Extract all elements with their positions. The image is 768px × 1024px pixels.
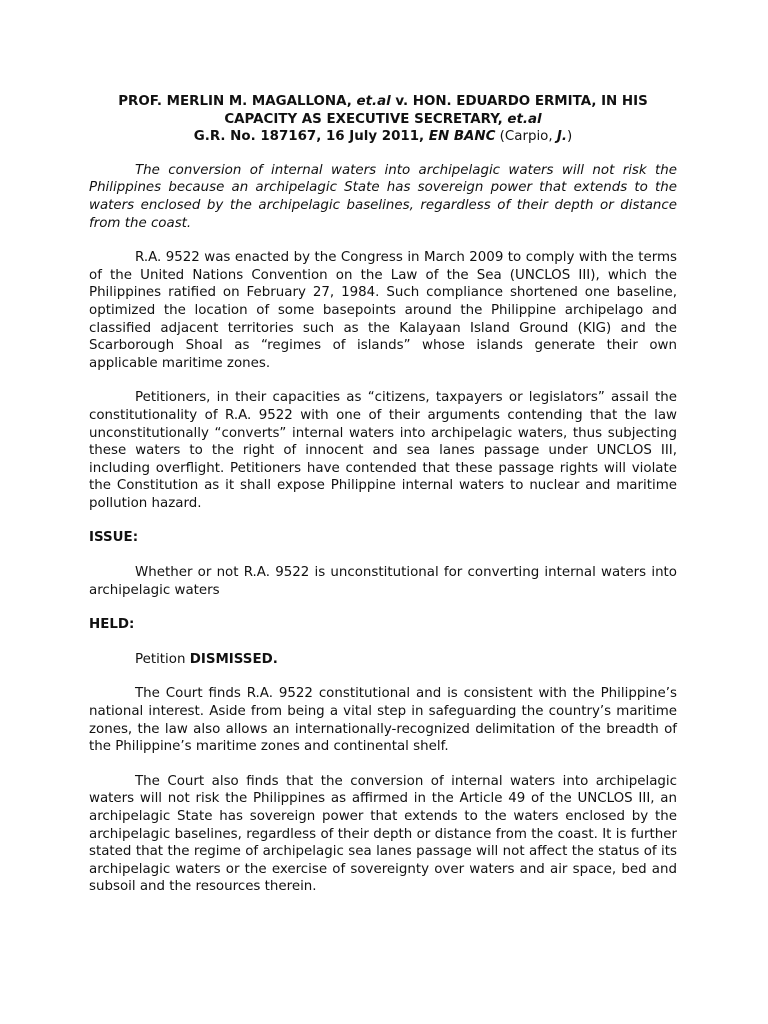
ponente-justice: J. [556, 129, 567, 145]
ponente-prefix: (Carpio, [495, 129, 557, 145]
case-citation [89, 128, 677, 146]
respondent-capacity: CAPACITY AS EXECUTIVE SECRETARY, [224, 111, 508, 127]
facts-paragraph-1: R.A. 9522 was enacted by the Congress in March 2009 to comply with the terms of the United Nations Convention on the Law of the Sea (UNCLOS III), which the Philippines ratified on February 27, 1984. Such compliance shortened one baseline, optimized the location of some basepoints around the Philippine archipelago and classified adjacent territories such as the Kalayaan Island Ground (KIG) and the Scarborough Shoal as “regimes of islands” whose islands generate their own applicable maritime zones. [89, 250, 677, 371]
held-paragraph-1: The Court finds R.A. 9522 constitutional and is consistent with the Philippine’s national interest. Aside from being a vital step in safeguarding the country’s maritime zones, the law also allows an internationally-recognized delimitation of the breadth of the Philippine’s maritime zones and continental shelf. [89, 686, 677, 755]
ponente-close: ) [566, 129, 573, 145]
held-heading: HELD: [89, 617, 135, 633]
case-title [89, 93, 677, 146]
doctrine-paragraph: The conversion of internal waters into archipelagic waters will not risk the Philippines because an archipelagic State has sovereign power that extends to the waters enclosed by the archipelagic baselines, regardless of their depth or distance from the coast. [89, 162, 677, 231]
versus-respondent: v. HON. EDUARDO ERMITA, IN HIS [390, 94, 648, 109]
et-al-italic: et.al [507, 111, 542, 127]
held-paragraph-2: The Court also finds that the conversion of internal waters into archipelagic waters will not risk the Philippines as affirmed in the Article 49 of the UNCLOS III, an archipelagic State has sovereign power that extends to the waters enclosed by the archipelagic baselines, regardless of their depth or distance from the coast. It is further stated that the regime of archipelagic sea lanes passage will not affect the status of its archipelagic waters or the exercise of sovereignty over waters and air space, bed and subsoil and the resources therein. [89, 773, 677, 895]
gr-number-date: G.R. No. 187167, 16 July 2011, [193, 129, 429, 145]
petitioner-name: PROF. MERLIN M. MAGALLONA, [118, 94, 357, 109]
document-page [89, 93, 677, 913]
facts-paragraph-2: Petitioners, in their capacities as “citizens, taxpayers or legislators” assail the constitutionality of R.A. 9522 with one of their arguments contending that the law unconstitutionally “converts” internal waters into archipelagic waters, thus subjecting these waters to the right of innocent and sea lanes passage under UNCLOS III, including overflight. Petitioners have contended that these passage rights will violate the Constitution as it shall expose Philippine internal waters to nuclear and maritime pollution hazard. [89, 390, 677, 511]
issue-heading: ISSUE: [89, 530, 139, 546]
case-title-line-2 [89, 111, 677, 129]
petition-prefix: Petition [135, 651, 190, 667]
case-title-line-1 [89, 93, 677, 111]
issue-text: Whether or not R.A. 9522 is unconstitutional for converting internal waters into archipelagic waters [89, 565, 677, 598]
en-banc-label: EN BANC [428, 129, 496, 145]
petition-result [89, 651, 677, 669]
et-al-italic: et.al [356, 94, 391, 109]
dismissed-label: DISMISSED. [189, 651, 278, 667]
